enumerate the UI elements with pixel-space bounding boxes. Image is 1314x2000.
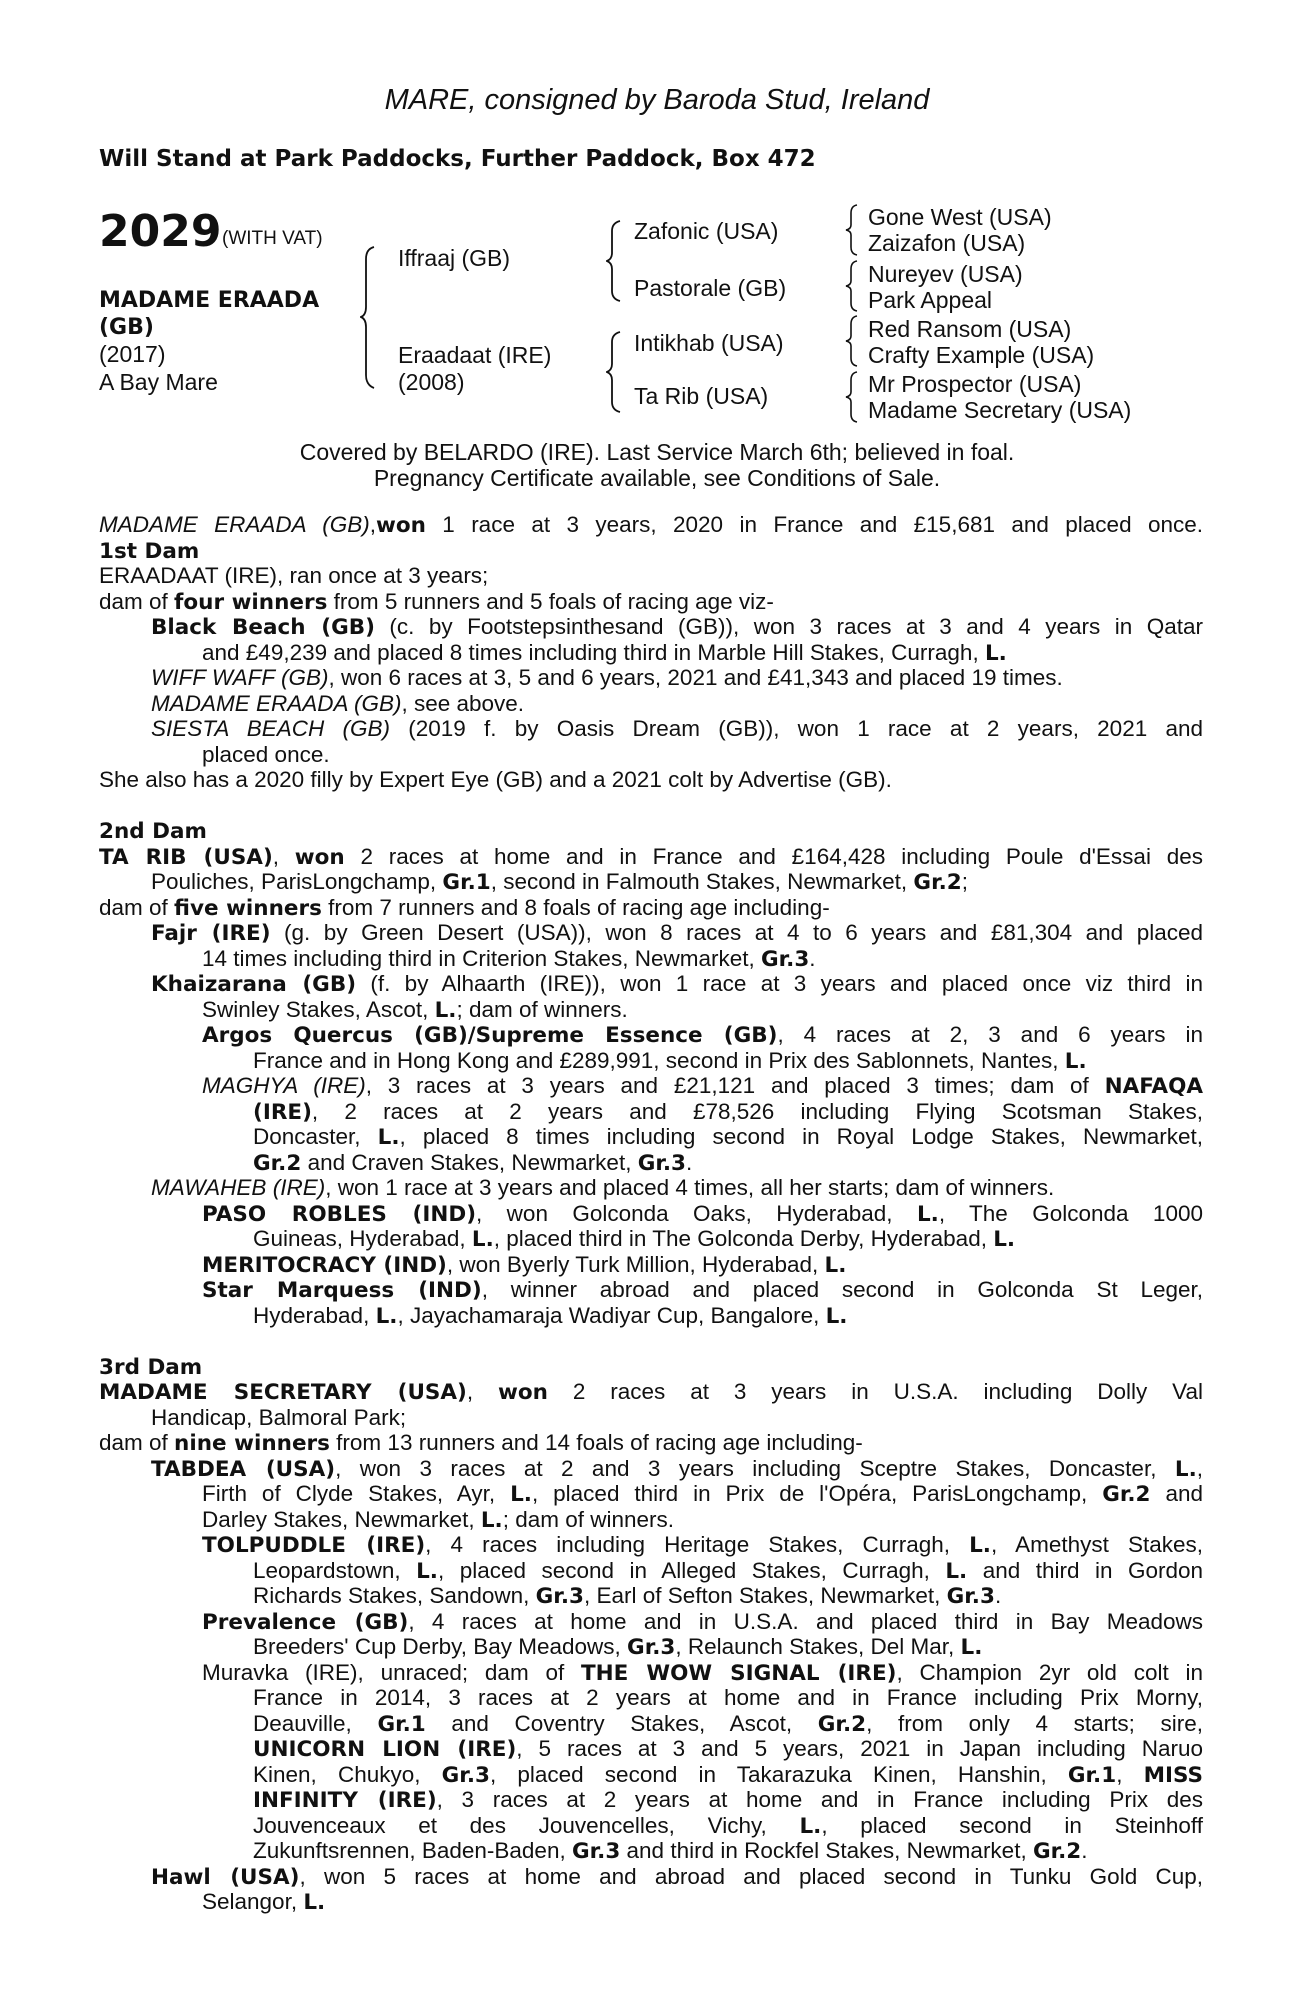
text-line [99,920,1203,946]
text-run: 2 races at home and in France and £164,428 including Poule d'Essai des [344,843,1203,869]
pedigree-brace-4 [845,203,861,257]
text-line [99,1124,1203,1150]
text-line [99,1175,1203,1201]
text-line [99,1226,1203,1252]
bold-text: Gr.3 [627,1635,676,1660]
text-run: , [272,843,295,869]
text-run: France in 2014, 3 races at 2 years at home and in France including Prix Morny, [253,1685,1203,1710]
text-run: , see above. [401,690,525,716]
pedigree-gen3-6: Crafty Example (USA) [868,342,1095,368]
text-run: , 3 races at 3 years and £21,121 and placed 3 times; dam of [365,1073,1105,1098]
text-run: from 5 runners and 5 foals of racing age viz- [327,588,774,614]
stand-location: Will Stand at Park Paddocks, Further Paddock, Box 472 [99,146,816,172]
text-run: from 7 runners and 8 foals of racing age including- [321,894,830,920]
text-run: , [369,512,376,537]
text-run: (2019 f. by Oasis Dream (GB)), won 1 race at 2 years, 2021 and [390,716,1203,741]
text-run: Jouvenceaux et des Jouvencelles, Vichy, [253,1812,800,1838]
bold-text: L. [799,1813,822,1839]
text-line [99,1430,1203,1456]
covering-note [0,439,1314,491]
text-run: Kinen, Chukyo, [253,1761,442,1787]
text-run: and third in Rockfel Stakes, Newmarket, [620,1838,1033,1863]
bold-text: Gr.3 [946,1584,995,1609]
bold-text: L. [824,1252,847,1278]
italic-text: MADAME ERAADA (GB) [99,512,370,537]
text-line [99,818,1203,844]
text-run: , from only 4 starts; sire, [866,1710,1204,1736]
text-run: Firth of Clyde Stakes, Ayr, [202,1481,511,1506]
pedigree-brace-5 [845,259,861,313]
pedigree-gen3-2: Zaizafon (USA) [868,230,1026,256]
bold-text: Gr.2 [1032,1839,1082,1864]
pedigree-gen3-1: Gone West (USA) [868,204,1052,230]
text-line [99,1150,1203,1176]
text-run: She also has a 2020 filly by Expert Eye (GB) and a 2021 colt by Advertise (GB). [99,767,892,792]
text-line [99,1379,1203,1405]
text-line [99,1889,1203,1915]
covering-line-1: Covered by BELARDO (IRE). Last Service March 6th; believed in foal. [299,439,1015,465]
text-line [99,1813,1203,1839]
bold-text: L. [1064,1048,1087,1074]
text-line [99,1736,1203,1762]
text-line [99,1762,1203,1788]
bold-text: Khaizarana (GB) [151,972,357,997]
text-run: placed once. [202,741,330,767]
bold-text: L. [825,1303,848,1329]
bold-text: Gr.2 [913,870,962,895]
text-run: , placed third in Prix de l'Opéra, ParisLongchamp, [531,1481,1103,1506]
text-line [99,691,1203,717]
text-run: ; dam of winners. [456,996,628,1022]
text-line [99,1609,1203,1635]
bold-text: L. [471,1227,494,1252]
text-run: France and in Hong Kong and £289,991, second in Prix des Sablonnets, Nantes, [253,1047,1065,1073]
text-run: , second in Falmouth Stakes, Newmarket, [490,869,914,894]
bold-text: INFINITY (IRE) [253,1788,437,1813]
text-line [99,844,1203,870]
bold-text: Gr.3 [637,1150,687,1176]
text-line [99,767,1203,793]
text-run: , Jayachamaraja Wadiyar Cup, Bangalore, [397,1302,826,1328]
pedigree-dam-year: (2008) [398,369,465,395]
text-run: Breeders' Cup Derby, Bay Meadows, [253,1634,628,1659]
text-run: , won 6 races at 3, 5 and 6 years, 2021 and £41,343 and placed 19 times. [328,665,1063,690]
italic-text: SIESTA BEACH (GB) [151,716,390,741]
pedigree-gen2-1: Zafonic (USA) [634,218,779,244]
text-run: Selangor, [202,1889,304,1914]
text-line [99,716,1203,742]
bold-text: (IRE) [253,1099,312,1125]
bold-text: Argos Quercus (GB)/Supreme Essence (GB) [202,1023,778,1048]
text-run: and Craven Stakes, Newmarket, [301,1149,638,1175]
text-run: , 4 races including Heritage Stakes, Curragh, [425,1532,970,1557]
bold-text: Gr.1 [377,1711,426,1737]
bold-text: L. [480,1507,503,1533]
text-line [99,1660,1203,1686]
bold-text: nine winners [174,1431,330,1456]
text-line [99,563,1203,589]
text-line [99,971,1203,997]
text-line [99,665,1203,691]
pedigree-brace-1 [360,245,380,390]
text-line [99,1685,1203,1711]
text-run: , placed second in Alleged Stakes, Curragh, [437,1557,946,1583]
text-line [99,895,1203,921]
bold-text: THE WOW SIGNAL (IRE) [581,1660,897,1686]
text-run: ; [961,869,968,894]
bold-text: TOLPUDDLE (IRE) [202,1533,426,1558]
text-line [99,640,1203,666]
text-run: , [466,1379,499,1404]
lot-number: 2029 [99,206,222,257]
text-line [99,1558,1203,1584]
text-run: , won 1 race at 3 years and placed 4 times, all her starts; dam of winners. [325,1175,1055,1200]
bold-text: L. [303,1890,326,1915]
pedigree-dam: Eraadaat (IRE) [398,342,552,368]
text-line [99,1838,1203,1864]
text-line [99,1787,1203,1813]
text-line [99,742,1203,768]
text-run: ERAADAAT (IRE), ran once at 3 years; [99,563,489,588]
bold-text: won [375,513,426,538]
text-line [99,1252,1203,1278]
pedigree-sire: Iffraaj (GB) [398,245,511,271]
bold-text: Fajr (IRE) [151,921,271,946]
text-line [99,1022,1203,1048]
pedigree-gen3-8: Madame Secretary (USA) [868,397,1132,423]
text-run: , Earl of Sefton Stakes, Newmarket, [583,1583,947,1608]
bold-text: Gr.3 [535,1584,584,1609]
text-line [99,997,1203,1023]
text-run: , 5 races at 3 and 5 years, 2021 in Japan including Naruo [516,1736,1203,1761]
bold-text: TABDEA (USA) [151,1456,336,1482]
text-run: and £49,239 and placed 8 times including third in Marble Hill Stakes, Curragh, [202,639,985,665]
italic-text: WIFF WAFF (GB) [151,665,329,690]
bold-text: Hawl (USA) [151,1864,300,1890]
text-line [99,1303,1203,1329]
text-run: , won Golconda Oaks, Hyderabad, [476,1200,917,1226]
text-line [99,1073,1203,1099]
text-run: and Coventry Stakes, Ascot, [425,1710,818,1736]
bold-text: TA RIB (USA) [99,844,273,870]
text-run: , won 5 races at home and abroad and placed second in Tunku Gold Cup, [299,1863,1203,1889]
bold-text: L. [434,997,457,1023]
text-line [99,1507,1203,1533]
text-run: , The Golconda 1000 [938,1200,1203,1226]
text-run: 1 race at 3 years, 2020 in France and £15,681 and placed once. [425,512,1203,537]
bold-text: L. [960,1635,983,1660]
text-line [99,1405,1203,1431]
text-run: from 13 runners and 14 foals of racing age including- [329,1430,863,1455]
bold-text: MERITOCRACY (IND) [202,1252,447,1278]
text-run: Zukunftsrennen, Baden-Baden, [253,1838,572,1863]
bold-text: L. [416,1558,438,1584]
bold-text: 3rd Dam [99,1354,203,1380]
text-run: Swinley Stakes, Ascot, [202,996,435,1022]
text-run: and third in Gordon [967,1557,1204,1583]
text-line [99,1711,1203,1737]
bold-text: L. [377,1125,400,1150]
bold-text: 2nd Dam [99,819,207,844]
bold-text: five winners [174,895,322,921]
text-run: , won Byerly Turk Million, Hyderabad, [446,1251,825,1277]
bold-text: L. [969,1533,991,1558]
bold-text: Gr.2 [1102,1482,1151,1507]
bold-text: PASO ROBLES (IND) [202,1201,477,1227]
text-run: , 4 races at home and in U.S.A. and placed third in Bay Meadows [408,1608,1203,1634]
text-line [99,1456,1203,1482]
horse-description: A Bay Mare [99,369,218,395]
produce-record [99,512,1203,1915]
text-run: . [994,1583,1002,1608]
text-run: , 4 races at 2, 3 and 6 years in [777,1022,1203,1047]
bold-text: L. [984,640,1007,666]
text-run: Handicap, Balmoral Park; [151,1404,407,1430]
bold-text: L. [375,1303,398,1329]
text-run: Richards Stakes, Sandown, [253,1583,536,1608]
text-line [99,1048,1203,1074]
horse-name-suffix: (GB) [99,315,154,340]
bold-text: four winners [174,589,328,615]
pedigree-gen2-4: Ta Rib (USA) [634,383,769,409]
text-run: , placed 8 times including second in Royal Lodge Stakes, Newmarket, [399,1124,1203,1149]
bold-text: Gr.3 [571,1839,621,1864]
pedigree-brace-2 [606,219,626,303]
text-run: . [686,1149,693,1175]
vat-note: (WITH VAT) [222,228,323,249]
bold-text: L. [1174,1456,1197,1482]
text-run: , 3 races at 2 years at home and in France including Prix des [436,1787,1203,1812]
bold-text: MISS [1143,1762,1203,1788]
text-run: (c. by Footstepsinthesand (GB)), won 3 races at 3 and 4 years in Qatar [374,614,1203,639]
bold-text: Star Marquess (IND) [202,1278,482,1303]
bold-text: Gr.2 [253,1150,302,1176]
horse-name: MADAME ERAADA [99,288,320,313]
text-run: , [1196,1455,1204,1481]
text-run: , 2 races at 2 years and £78,526 including Flying Scotsman Stakes, [311,1098,1203,1124]
text-run: (g. by Green Desert (USA)), won 8 races at 4 to 6 years and £81,304 and placed [270,920,1203,945]
pedigree-gen3-4: Park Appeal [868,287,993,313]
text-run: dam of [99,1430,175,1455]
bold-text: Prevalence (GB) [202,1609,409,1635]
text-line [99,1354,1203,1380]
bold-text: Black Beach (GB) [151,615,375,640]
text-line [99,538,1203,564]
text-line [99,1277,1203,1303]
bold-text: L. [916,1201,939,1227]
pedigree-gen3-5: Red Ransom (USA) [868,316,1072,342]
italic-text: MAGHYA (IRE) [202,1073,366,1098]
bold-text: Gr.1 [442,870,491,895]
section-spacer [99,793,1203,819]
text-run: . [809,945,816,971]
text-run: (f. by Alhaarth (IRE)), won 1 race at 3 years and placed once viz third in [356,971,1203,996]
text-run: and [1150,1481,1203,1506]
bold-text: NAFAQA [1104,1074,1203,1099]
bold-text: Gr.2 [817,1711,867,1737]
text-run: , winner abroad and placed second in Golconda St Leger, [481,1277,1203,1302]
text-run: , placed second in Takarazuka Kinen, Hanshin, [489,1761,1068,1787]
text-line [99,1583,1203,1609]
pedigree-gen2-3: Intikhab (USA) [634,330,784,356]
text-run: 2 races at 3 years in U.S.A. including Dolly Val [547,1379,1203,1404]
text-run: , Amethyst Stakes, [990,1532,1203,1557]
text-line [99,1201,1203,1227]
section-spacer [99,1328,1203,1354]
bold-text: won [498,1380,548,1405]
text-line [99,1864,1203,1890]
text-line [99,1481,1203,1507]
bold-text: MADAME SECRETARY (USA) [99,1380,467,1405]
pedigree-brace-3 [606,330,626,414]
bold-text: Gr.3 [441,1762,490,1788]
text-run: , Relaunch Stakes, Del Mar, [675,1634,961,1659]
text-run: , placed second in Steinhoff [821,1812,1203,1838]
text-run: Leopardstown, [253,1557,417,1583]
text-run: ; dam of winners. [502,1506,675,1532]
bold-text: Gr.3 [760,946,810,972]
bold-text: UNICORN LION (IRE) [253,1737,517,1762]
bold-text: Gr.1 [1067,1762,1117,1788]
bold-text: 1st Dam [99,538,200,564]
text-line [99,1634,1203,1660]
text-run: Darley Stakes, Newmarket, [202,1506,481,1532]
text-run: Doncaster, [253,1124,378,1149]
italic-text: MADAME ERAADA (GB) [151,690,402,716]
text-run: , won 3 races at 2 and 3 years including Sceptre Stakes, Doncaster, [335,1455,1175,1481]
text-line [99,512,1203,538]
text-run: 14 times including third in Criterion Stakes, Newmarket, [202,945,761,971]
pedigree-gen3-3: Nureyev (USA) [868,261,1023,287]
covering-line-2: Pregnancy Certificate available, see Conditions of Sale. [373,465,941,491]
text-line [99,869,1203,895]
pedigree-brace-6 [845,314,861,368]
text-line [99,1099,1203,1125]
foaling-year: (2017) [99,341,166,367]
text-run: dam of [99,894,175,920]
bold-text: L. [945,1558,968,1584]
text-run: , [1116,1761,1144,1787]
text-line [99,946,1203,972]
bold-text: L. [993,1227,1016,1252]
bold-text: L. [510,1482,532,1507]
text-run: , Champion 2yr old colt in [896,1659,1204,1685]
text-run: Pouliches, ParisLongchamp, [151,869,443,894]
text-run: . [1081,1838,1088,1863]
text-run: , placed third in The Golconda Derby, Hyderabad, [493,1226,994,1251]
text-line [99,589,1203,615]
page-header: MARE, consigned by Baroda Stud, Ireland [384,84,930,116]
pedigree-gen2-2: Pastorale (GB) [634,275,787,301]
text-line [99,614,1203,640]
text-line [99,1532,1203,1558]
bold-text: won [294,844,345,870]
text-run: Guineas, Hyderabad, [253,1226,472,1251]
italic-text: MAWAHEB (IRE) [151,1175,326,1200]
pedigree-brace-7 [845,370,861,424]
pedigree-gen3-7: Mr Prospector (USA) [868,371,1082,397]
text-run: Hyderabad, [253,1302,376,1328]
text-run: dam of [99,588,175,614]
text-run: Deauville, [253,1710,378,1736]
text-run: Muravka (IRE), unraced; dam of [202,1659,582,1685]
